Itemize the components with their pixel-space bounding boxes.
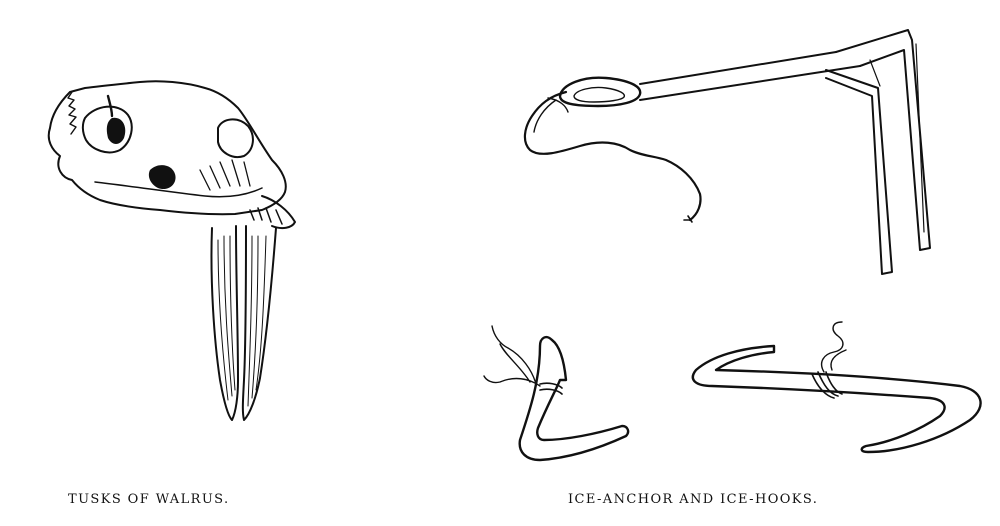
right-orbit xyxy=(218,119,253,157)
ice-hook-small-illustration xyxy=(484,326,628,460)
anchor-shank xyxy=(640,52,860,100)
anchor-rope-strand xyxy=(534,98,568,132)
hook-large-rope xyxy=(822,322,846,372)
anchor-rope-end xyxy=(684,216,692,222)
skull-fringe xyxy=(68,92,76,134)
tusk-right xyxy=(243,226,276,420)
anchor-inner-arm xyxy=(826,70,892,274)
tusk-right-grain xyxy=(248,236,266,406)
ice-anchor-illustration xyxy=(525,30,930,274)
hook-small-rope xyxy=(484,326,540,386)
tusk-left-grain xyxy=(218,236,235,400)
anchor-arm xyxy=(836,30,930,250)
hook-small-body xyxy=(520,337,628,460)
skull-outline xyxy=(49,81,286,214)
ice-hook-large-illustration xyxy=(693,322,981,452)
caption-tusks-of-walrus: TUSKS OF WALRUS. xyxy=(68,492,230,507)
temporal-fossa xyxy=(149,165,176,189)
hook-small-lashing xyxy=(540,383,562,394)
caption-ice-anchor-and-ice-hooks: ICE-ANCHOR AND ICE-HOOKS. xyxy=(568,492,819,507)
orbit-shadow xyxy=(107,118,125,144)
tusk-left xyxy=(211,226,238,420)
hook-large-body xyxy=(693,346,981,452)
walrus-tusks-illustration xyxy=(211,226,276,420)
walrus-skull-illustration xyxy=(49,81,295,228)
anchor-rope xyxy=(525,92,701,220)
cheek-line xyxy=(95,182,262,197)
anchor-eye-inner xyxy=(574,87,624,102)
jaw-hatching xyxy=(200,160,250,190)
